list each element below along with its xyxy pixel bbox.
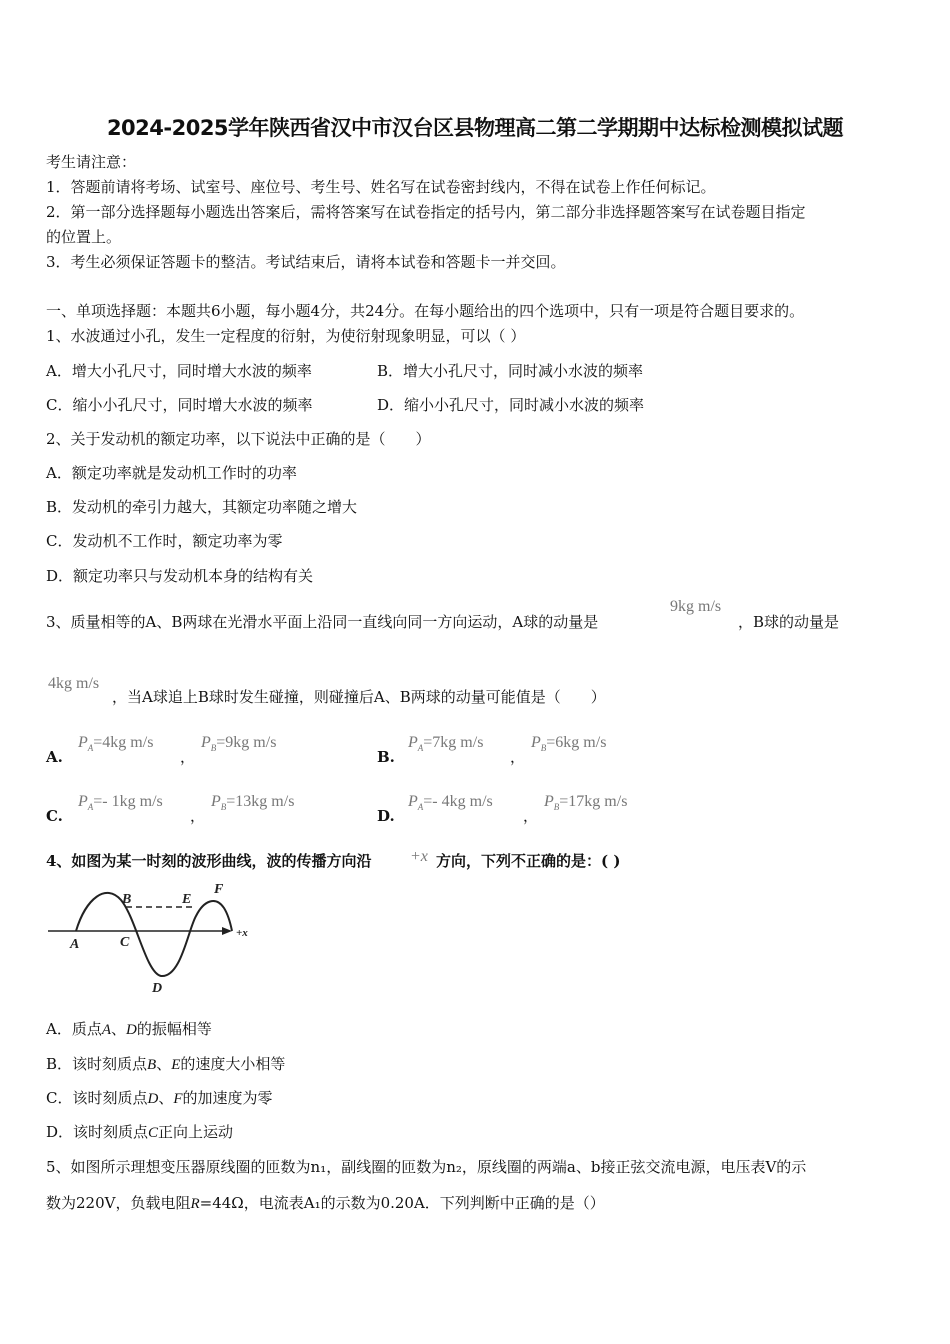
q2-option-c: C．发动机不工作时，额定功率为零 bbox=[46, 532, 283, 550]
q3-pa-value: 9kg m/s bbox=[670, 598, 722, 615]
q3-option-b-pa: $P_A=7kg$ m/s bbox=[408, 734, 484, 754]
q2-option-b: B．发动机的牵引力越大，其额定功率随之增大 bbox=[46, 498, 358, 516]
comma: ， bbox=[180, 748, 196, 766]
q3-option-b-label: B. bbox=[377, 748, 395, 766]
notice-item-2-cont: 的位置上。 bbox=[46, 228, 122, 246]
notice-heading: 考生请注意： bbox=[46, 153, 137, 171]
q3-option-b-pb: $P_B=6kg$ m/s bbox=[531, 734, 607, 754]
q4-option-b: B．该时刻质点B、E的速度大小相等 bbox=[46, 1055, 286, 1073]
svg-text:D: D bbox=[152, 981, 163, 993]
q1-option-c: C．缩小小孔尺寸，同时增大水波的频率 bbox=[46, 396, 313, 414]
notice-item-3: 3．考生必须保证答题卡的整洁。考试结束后，请将本试卷和答题卡一并交回。 bbox=[46, 253, 566, 271]
q4-option-a: A．质点A、D的振幅相等 bbox=[46, 1020, 212, 1038]
q1-option-b: B．增大小孔尺寸，同时减小水波的频率 bbox=[377, 362, 644, 380]
q1-stem: 1、水波通过小孔，发生一定程度的衍射，为使衍射现象明显，可以（ ） bbox=[46, 327, 526, 345]
q5-line1: 5、如图所示理想变压器原线圈的匝数为n₁，副线圈的匝数为n₂，原线圈的两端a、b接正弦交流电源，电压表V的示 bbox=[46, 1158, 807, 1176]
q3-option-d-pb: $P_B=17kg$ m/s bbox=[544, 793, 628, 813]
wave-curve bbox=[76, 893, 232, 976]
svg-text:+x: +x bbox=[236, 927, 248, 939]
svg-text:E: E bbox=[182, 892, 192, 907]
q4-option-c: C．该时刻质点D、F的加速度为零 bbox=[46, 1089, 273, 1107]
svg-text:A: A bbox=[70, 937, 80, 952]
q3-option-d-pa: $P_A=-$ 4kg m/s bbox=[408, 793, 493, 813]
q3-stem-part3: ，当A球追上B球时发生碰撞，则碰撞后A、B两球的动量可能值是（ ） bbox=[112, 688, 606, 706]
q4-direction: +x bbox=[410, 848, 428, 865]
q3-option-c-pa: $P_A=-$ 1kg m/s bbox=[78, 793, 163, 813]
q2-option-a: A．额定功率就是发动机工作时的功率 bbox=[46, 464, 297, 482]
q3-option-a-label: A. bbox=[46, 748, 63, 766]
section-heading: 一、单项选择题：本题共6小题，每小题4分，共24分。在每小题给出的四个选项中，只有一项是符合题目要求的。 bbox=[46, 302, 805, 320]
svg-text:B: B bbox=[122, 892, 132, 907]
q3-stem-part2: ，B球的动量是 bbox=[738, 613, 840, 631]
q5-line2: 数为220V，负载电阻R=44Ω，电流表A₁的示数为0.20A．下列判断中正确的是（） bbox=[46, 1194, 605, 1212]
notice-item-2: 2．第一部分选择题每小题选出答案后，需将答案写在试卷指定的括号内，第二部分非选择题答案写在试卷题目指定 bbox=[46, 203, 806, 221]
q3-pb-value: 4kg m/s bbox=[48, 675, 100, 692]
svg-text:C: C bbox=[120, 935, 130, 950]
q3-option-c-label: C. bbox=[46, 807, 63, 825]
q2-option-d: D．额定功率只与发动机本身的结构有关 bbox=[46, 567, 314, 585]
q1-option-a: A．增大小孔尺寸，同时增大水波的频率 bbox=[46, 362, 312, 380]
q3-option-a-pb: $P_B=9kg$ m/s bbox=[201, 734, 277, 754]
q3-option-c-pb: $P_B=13kg$ m/s bbox=[211, 793, 295, 813]
q1-option-d: D．缩小小孔尺寸，同时减小水波的频率 bbox=[377, 396, 645, 414]
comma: ， bbox=[510, 748, 526, 766]
page-title: 2024-2025学年陕西省汉中市汉台区县物理高二第二学期期中达标检测模拟试题 bbox=[106, 116, 844, 140]
comma: ， bbox=[523, 807, 539, 825]
q3-option-a-pa: $P_A=4kg$ m/s bbox=[78, 734, 154, 754]
q4-option-d: D．该时刻质点C正向上运动 bbox=[46, 1123, 234, 1141]
svg-text:F: F bbox=[214, 882, 224, 897]
notice-item-1: 1．答题前请将考场、试室号、座位号、考生号、姓名写在试卷密封线内，不得在试卷上作任何标记。 bbox=[46, 178, 716, 196]
q4-stem-part2: 方向，下列不正确的是：( ) bbox=[436, 852, 621, 870]
q4-stem-part1: 4、如图为某一时刻的波形曲线，波的传播方向沿 bbox=[46, 852, 372, 870]
comma: ， bbox=[190, 807, 206, 825]
wave-figure bbox=[46, 878, 286, 993]
q3-option-d-label: D. bbox=[377, 807, 395, 825]
q3-stem-part1: 3、质量相等的A、B两球在光滑水平面上沿同一直线向同一方向运动，A球的动量是 bbox=[46, 613, 599, 631]
q2-stem: 2、关于发动机的额定功率，以下说法中正确的是（ ） bbox=[46, 430, 431, 448]
